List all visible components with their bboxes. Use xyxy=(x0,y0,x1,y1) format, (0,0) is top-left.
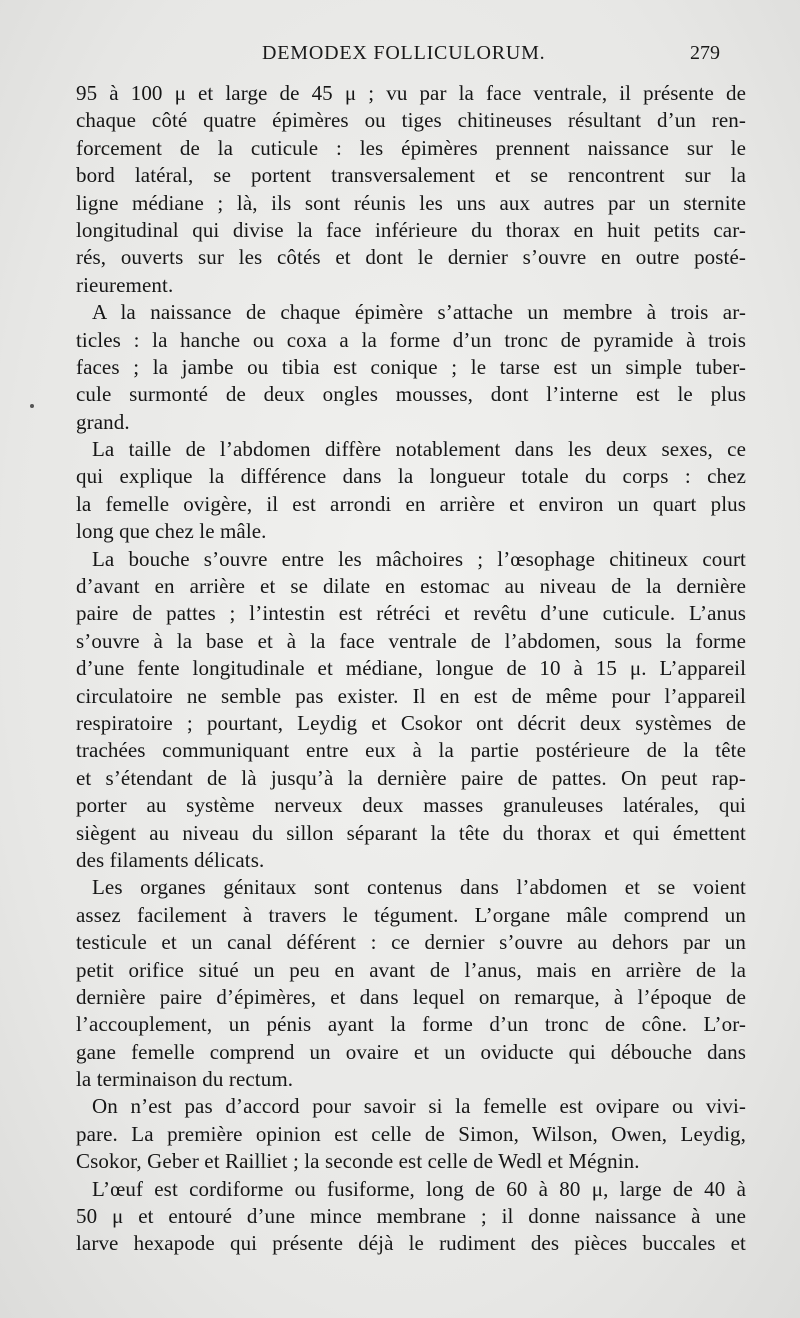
text-line: petit orifice situé un peu en avant de l’anus, mais en arrière de la xyxy=(76,957,746,982)
text-line: forcement de la cuticule : les épimères prennent naissance sur le xyxy=(76,135,746,160)
text-line: d’avant en arrière et se dilate en estomac au niveau de la dernière xyxy=(76,574,746,599)
text-line: ticles : la hanche ou coxa a la forme d’un tronc de pyramide à trois xyxy=(76,327,746,352)
margin-ink-dot xyxy=(30,404,34,408)
text-line: qui explique la différence dans la longueur totale du corps : chez xyxy=(76,464,746,489)
text-line: paire de pattes ; l’intestin est rétréci et revêtu d’une cuticule. L’anus xyxy=(76,601,746,626)
text-line: l’accouplement, un pénis ayant la forme d’un tronc de cône. L’or- xyxy=(76,1012,746,1037)
text-line: la terminaison du rectum. xyxy=(76,1067,294,1092)
text-line: long que chez le mâle. xyxy=(76,519,267,544)
text-line: La bouche s’ouvre entre les mâchoires ; l’œsophage chitineux court xyxy=(92,546,746,571)
text-line: gane femelle comprend un ovaire et un oviducte qui débouche dans xyxy=(76,1039,746,1064)
text-line: chaque côté quatre épimères ou tiges chitineuses résultant d’un ren- xyxy=(76,108,746,133)
text-line: larve hexapode qui présente déjà le rudiment des pièces buccales et xyxy=(76,1231,746,1256)
text-line: rieurement. xyxy=(76,272,174,297)
text-line: siègent au niveau du sillon séparant la tête du thorax et qui émettent xyxy=(76,820,746,845)
body-text xyxy=(76,80,746,1258)
text-line: testicule et un canal déférent : ce dernier s’ouvre au dehors par un xyxy=(76,930,746,955)
text-line: trachées communiquant entre eux à la partie postérieure de la tête xyxy=(76,738,746,763)
text-line: L’œuf est cordiforme ou fusiforme, long de 60 à 80 μ, large de 40 à xyxy=(92,1176,746,1201)
text-line: dernière paire d’épimères, et dans lequel on remarque, à l’époque de xyxy=(76,984,746,1009)
text-line: A la naissance de chaque épimère s’attache un membre à trois ar- xyxy=(92,300,746,325)
text-line: la femelle ovigère, il est arrondi en arrière et environ un quart plus xyxy=(76,491,746,516)
text-line: 95 à 100 μ et large de 45 μ ; vu par la face ventrale, il présente de xyxy=(76,81,746,105)
text-line: et s’étendant de là jusqu’à la dernière paire de pattes. On peut rap- xyxy=(76,765,746,790)
text-line: rés, ouverts sur les côtés et dont le dernier s’ouvre en outre posté- xyxy=(76,245,746,270)
text-line: Les organes génitaux sont contenus dans l’abdomen et se voient xyxy=(92,875,746,900)
text-line: ligne médiane ; là, ils sont réunis les uns aux autres par un sternite xyxy=(76,190,746,215)
text-line: grand. xyxy=(76,409,130,434)
text-line: cule surmonté de deux ongles mousses, dont l’interne est le plus xyxy=(76,382,746,407)
text-line: faces ; la jambe ou tibia est conique ; le tarse est un simple tuber- xyxy=(76,354,746,379)
running-head xyxy=(0,42,800,72)
text-line: pare. La première opinion est celle de Simon, Wilson, Owen, Leydig, xyxy=(76,1121,746,1146)
text-line: 50 μ et entouré d’une mince membrane ; il donne naissance à une xyxy=(76,1204,746,1229)
text-line: assez facilement à travers le tégument. L’organe mâle comprend un xyxy=(76,902,746,927)
text-line: circulatoire ne semble pas exister. Il en est de même pour l’appareil xyxy=(76,683,746,708)
running-title: DEMODEX FOLLICULORUM. xyxy=(262,42,546,64)
text-line: s’ouvre à la base et à la face ventrale de l’abdomen, sous la forme xyxy=(76,628,746,653)
text-line: porter au système nerveux deux masses granuleuses latérales, qui xyxy=(76,793,746,818)
text-line: longitudinal qui divise la face inférieure du thorax en huit petits car- xyxy=(76,217,746,242)
text-line: Csokor, Geber et Railliet ; la seconde est celle de Wedl et Mégnin. xyxy=(76,1149,640,1174)
text-line: d’une fente longitudinale et médiane, longue de 10 à 15 μ. L’appareil xyxy=(76,656,746,681)
page-number: 279 xyxy=(690,42,720,64)
text-line: bord latéral, se portent transversalement et se rencontrent sur la xyxy=(76,163,746,188)
text-line: respiratoire ; pourtant, Leydig et Csokor ont décrit deux systèmes de xyxy=(76,710,746,735)
text-line: des filaments délicats. xyxy=(76,847,265,872)
text-line: On n’est pas d’accord pour savoir si la femelle est ovipare ou vivi- xyxy=(92,1094,746,1119)
text-line: La taille de l’abdomen diffère notablement dans les deux sexes, ce xyxy=(92,437,746,462)
